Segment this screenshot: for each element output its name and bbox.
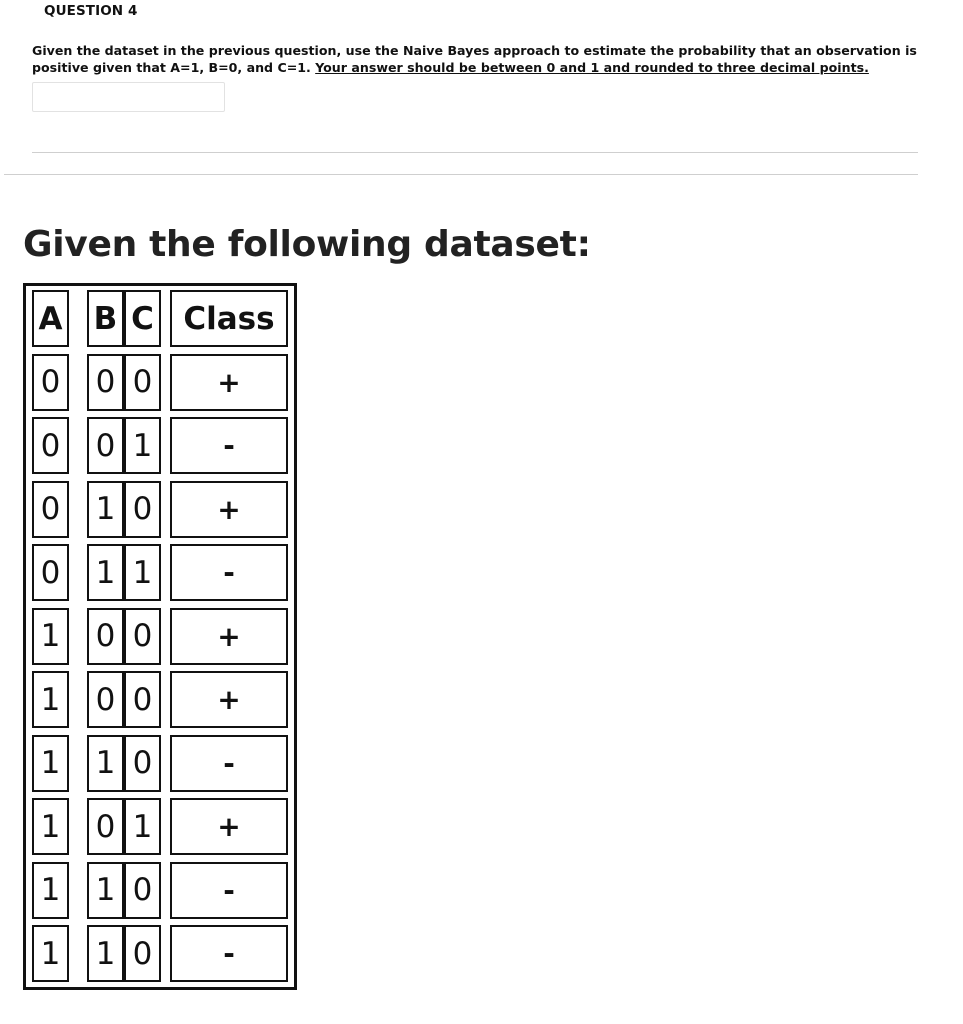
divider xyxy=(4,174,918,175)
cell-b: 0 xyxy=(87,354,124,411)
cell-a: 1 xyxy=(32,798,69,855)
cell-b: 1 xyxy=(87,925,124,982)
cell-c: 0 xyxy=(124,862,161,919)
question-text-plain: Given the dataset in the previous question, use the Naive Bayes approach to estimate the probability that an observation is positive given that A=1, B=0, and C=1. xyxy=(32,43,917,75)
cell-c: 0 xyxy=(124,671,161,728)
cell-b: 0 xyxy=(87,608,124,665)
question-label: QUESTION 4 xyxy=(44,3,138,19)
cell-a: 1 xyxy=(32,925,69,982)
cell-b: 0 xyxy=(87,798,124,855)
cell-a: 0 xyxy=(32,544,69,601)
cell-class: - xyxy=(170,544,288,601)
cell-a: 1 xyxy=(32,862,69,919)
cell-a: 1 xyxy=(32,735,69,792)
question-text-instruction: Your answer should be between 0 and 1 and rounded to three decimal points. xyxy=(315,60,869,75)
cell-b: 0 xyxy=(87,671,124,728)
divider xyxy=(32,152,918,153)
cell-b: 1 xyxy=(87,544,124,601)
cell-class: + xyxy=(170,608,288,665)
cell-b: 1 xyxy=(87,735,124,792)
cell-c: 1 xyxy=(124,544,161,601)
cell-class: - xyxy=(170,735,288,792)
cell-a: 0 xyxy=(32,354,69,411)
cell-class: - xyxy=(170,925,288,982)
header-c: C xyxy=(124,290,161,347)
cell-a: 0 xyxy=(32,481,69,538)
cell-c: 0 xyxy=(124,481,161,538)
cell-c: 0 xyxy=(124,354,161,411)
cell-class: + xyxy=(170,481,288,538)
cell-class: + xyxy=(170,798,288,855)
cell-class: + xyxy=(170,354,288,411)
header-class: Class xyxy=(170,290,288,347)
cell-class: - xyxy=(170,417,288,474)
cell-b: 0 xyxy=(87,417,124,474)
cell-a: 1 xyxy=(32,671,69,728)
cell-class: + xyxy=(170,671,288,728)
cell-b: 1 xyxy=(87,481,124,538)
cell-c: 1 xyxy=(124,417,161,474)
cell-a: 1 xyxy=(32,608,69,665)
cell-c: 1 xyxy=(124,798,161,855)
dataset-table xyxy=(23,283,297,990)
answer-input[interactable] xyxy=(32,82,225,112)
cell-a: 0 xyxy=(32,417,69,474)
dataset-title: Given the following dataset: xyxy=(23,224,591,265)
question-text xyxy=(32,42,922,76)
header-a: A xyxy=(32,290,69,347)
cell-class: - xyxy=(170,862,288,919)
cell-b: 1 xyxy=(87,862,124,919)
header-b: B xyxy=(87,290,124,347)
cell-c: 0 xyxy=(124,735,161,792)
cell-c: 0 xyxy=(124,925,161,982)
cell-c: 0 xyxy=(124,608,161,665)
